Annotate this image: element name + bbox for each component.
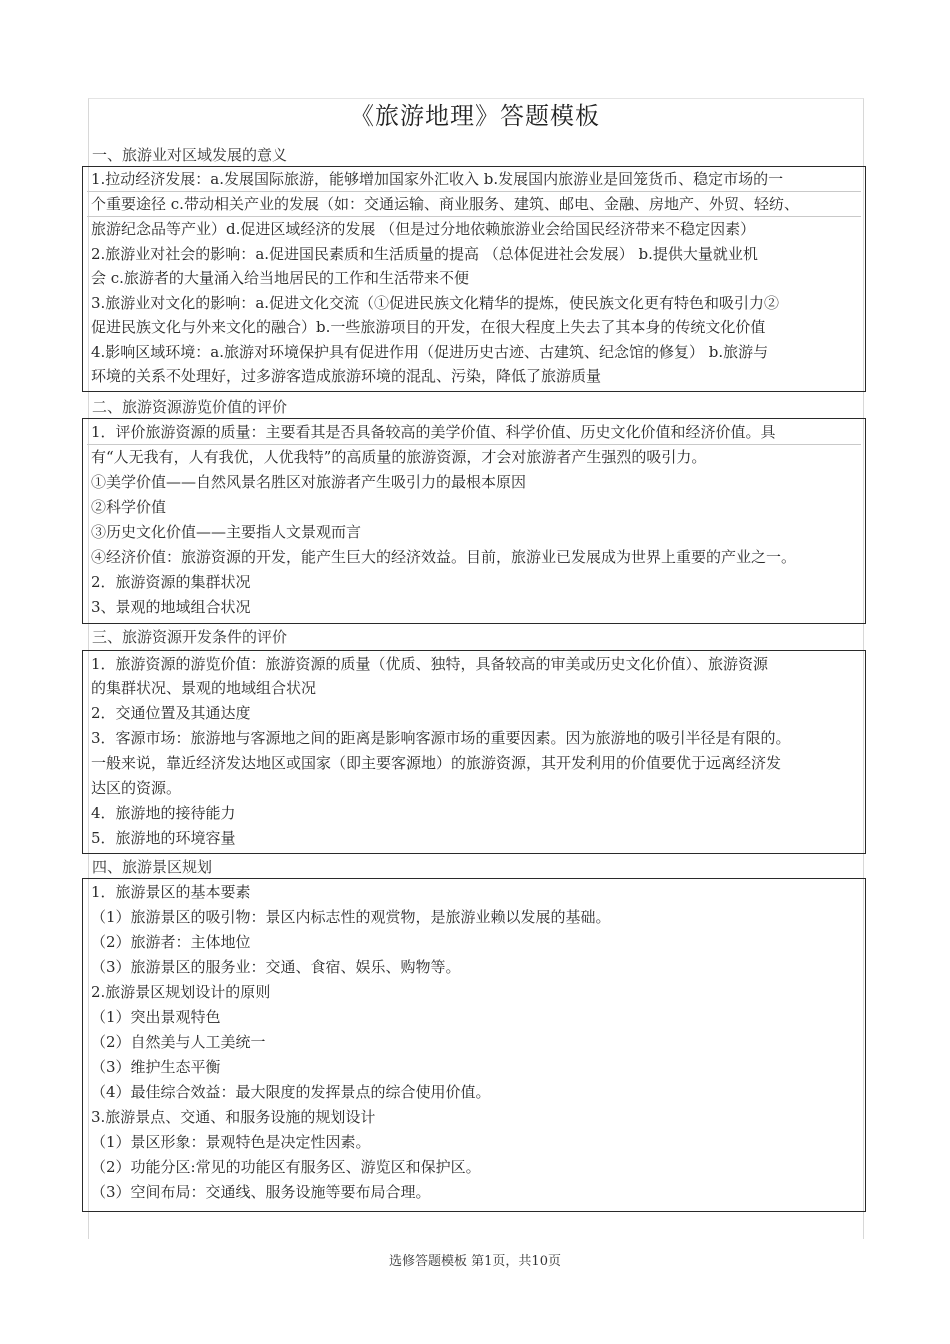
text-line: 3、景观的地域组合状况 [91,598,251,616]
text-line: ③历史文化价值——主要指人文景观而言 [91,523,362,541]
text-line: 有“人无我有，人有我优，人优我特”的高质量的旅游资源，才会对旅游者产生强烈的吸引力。 [91,448,707,466]
text-line: ④经济价值：旅游资源的开发，能产生巨大的经济效益。目前，旅游业已发展成为世界上重要的产业之一。 [91,548,797,566]
text-line: 2．旅游资源的集群状况 [91,573,251,591]
text-line: （3）空间布局：交通线、服务设施等要布局合理。 [91,1183,431,1201]
text-line: （2）旅游者：主体地位 [91,933,251,951]
section-box [82,878,866,1212]
text-line: 5．旅游地的环境容量 [91,829,236,847]
section-heading: 一、旅游业对区域发展的意义 [92,146,288,164]
text-line: 会 c.旅游者的大量涌入给当地居民的工作和生活带来不便 [91,269,469,287]
text-line: （4）最佳综合效益：最大限度的发挥景点的综合使用价值。 [91,1083,491,1101]
text-line: 2.旅游景区规划设计的原则 [91,983,271,1001]
text-line: （2）自然美与人工美统一 [91,1033,266,1051]
text-line: ①美学价值——自然风景名胜区对旅游者产生吸引力的最根本原因 [91,473,527,491]
text-line: 达区的资源。 [91,779,182,797]
text-line: 的集群状况、景观的地域组合状况 [91,679,317,697]
text-line: （3）旅游景区的服务业：交通、食宿、娱乐、购物等。 [91,958,461,976]
text-line: 1．旅游资源的游览价值：旅游资源的质量（优质、独特，具备较高的审美或历史文化价值）、旅游资源 [91,655,769,673]
text-line: 旅游纪念品等产业）d.促进区域经济的发展 （但是过分地依赖旅游业会给国民经济带来不稳定因素） [91,220,756,238]
section-heading: 四、旅游景区规划 [92,858,213,876]
text-line: 4．旅游地的接待能力 [91,804,236,822]
page-title: 《旅游地理》答题模板 [350,102,600,130]
text-line: 4.影响区域环境：a.旅游对环境保护具有促进作用（促进历史古迹、古建筑、纪念馆的修复） b.旅游与 [91,343,769,361]
text-line: 一般来说，靠近经济发达地区或国家（即主要客源地）的旅游资源，其开发利用的价值要优于远离经济发 [91,754,782,772]
text-line: （1）景区形象：景观特色是决定性因素。 [91,1133,371,1151]
text-line: 3.旅游景点、交通、和服务设施的规划设计 [91,1108,376,1126]
text-line: 2．交通位置及其通达度 [91,704,251,722]
section-heading: 二、旅游资源游览价值的评价 [92,398,288,416]
text-line: （3）维护生态平衡 [91,1058,221,1076]
text-line: 3.旅游业对文化的影响：a.促进文化交流（①促进民族文化精华的提炼，使民族文化更有特色和吸引力② [91,294,780,312]
text-line: 1．评价旅游资源的质量：主要看其是否具备较高的美学价值、科学价值、历史文化价值和经济价值。具 [91,423,776,441]
section-box [82,650,866,854]
page-footer: 选修答题模板 第1页，共10页 [389,1254,561,1269]
text-line: 促进民族文化与外来文化的融合）b.一些旅游项目的开发，在很大程度上失去了其本身的传统文化价值 [91,318,766,336]
text-line: 个重要途径 c.带动相关产业的发展（如：交通运输、商业服务、建筑、邮电、金融、房地产、外贸、轻纺、 [91,195,799,213]
text-line: 环境的关系不处理好，过多游客造成旅游环境的混乱、污染，降低了旅游质量 [91,367,602,385]
section-heading: 三、旅游资源开发条件的评价 [92,628,288,646]
section-box [82,418,866,624]
text-line: （1）旅游景区的吸引物：景区内标志性的观赏物，是旅游业赖以发展的基础。 [91,908,611,926]
section-box [82,166,866,392]
text-line: （1）突出景观特色 [91,1008,221,1026]
text-line: 3．客源市场：旅游地与客源地之间的距离是影响客源市场的重要因素。因为旅游地的吸引半径是有限的。 [91,729,791,747]
text-line: 1.拉动经济发展：a.发展国际旅游，能够增加国家外汇收入 b.发展国内旅游业是回笼货币、稳定市场的一 [91,170,784,188]
text-line: 1．旅游景区的基本要素 [91,883,251,901]
text-line: ②科学价值 [91,498,167,516]
text-line: 2.旅游业对社会的影响：a.促进国民素质和生活质量的提高 （总体促进社会发展） b.提供大量就业机 [91,245,758,263]
text-line: （2）功能分区:常见的功能区有服务区、游览区和保护区。 [91,1158,481,1176]
